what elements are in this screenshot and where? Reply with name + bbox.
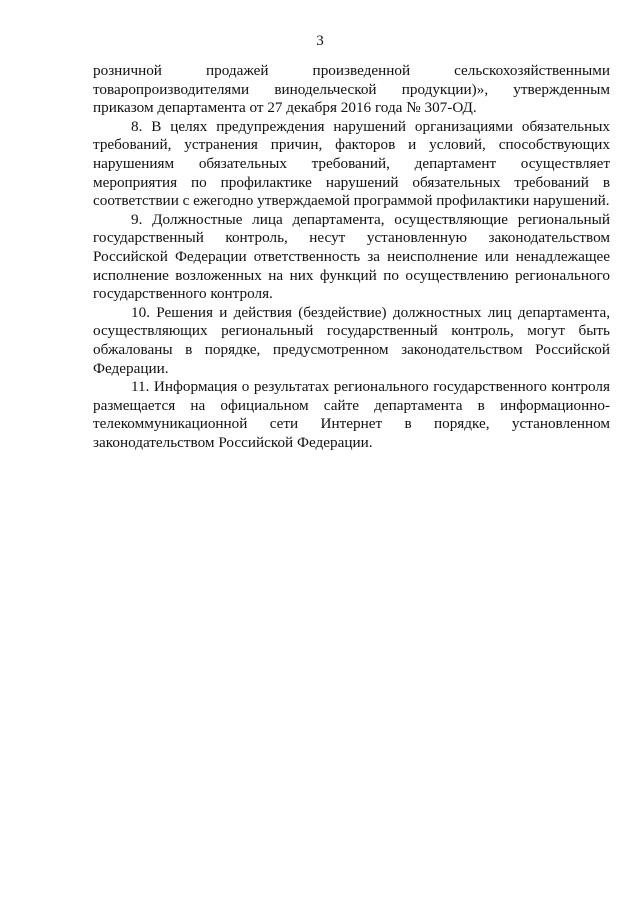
paragraph-10: 10. Решения и действия (бездействие) должностных лиц департамента, осуществляющих региональный государственный контроль, могут быть обжалованы в порядке, предусмотренном законодательством Российской Федерации.	[93, 303, 610, 377]
document-body	[93, 62, 610, 452]
page-number: 3	[316, 33, 324, 49]
paragraph-8: 8. В целях предупреждения нарушений организациями обязательных требований, устранения причин, факторов и условий, способствующих нарушениям обязательных требований, департамент осуществляет мероприятия по профилактике нарушений обязательных требований в соответствии с ежегодно утверждаемой программой профилактики нарушений.	[93, 117, 610, 210]
paragraph-11: 11. Информация о результатах регионального государственного контроля размещается на официальном сайте департамента в информационно-телекоммуникационной сети Интернет в порядке, установленном законодательством Российской Федерации.	[93, 378, 610, 451]
paragraph-9: 9. Должностные лица департамента, осуществляющие региональный государственный контроль, несут установленную законодательством Российской Федерации ответственность за неисполнение или ненадлежащее исполнение возложенных на них функций по осуществлению регионального государственного контроля.	[93, 210, 610, 303]
paragraph-continuation: розничной продажей произведенной сельскохозяйственными товаропроизводителями винодельческой продукции)», утвержденным приказом департамента от 27 декабря 2016 года № 307-ОД.	[93, 62, 610, 117]
